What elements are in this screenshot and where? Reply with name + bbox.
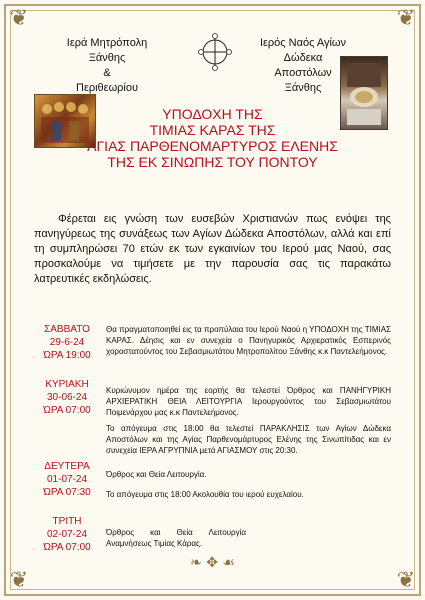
schedule-date-block <box>36 378 98 417</box>
header-line: Περιθεωρίου <box>76 82 138 94</box>
schedule-time: ΏΡΑ 19:00 <box>43 350 91 361</box>
schedule-date: 01-07-24 <box>46 474 88 485</box>
header-line: Ξάνθης <box>284 82 322 94</box>
poster-title <box>40 106 385 170</box>
schedule-day: ΔΕΥΤΕΡΑ <box>44 461 90 472</box>
metropolis-header <box>52 36 162 96</box>
schedule-date-block <box>36 460 98 499</box>
corner-ornament-icon: ❦ <box>396 6 416 31</box>
title-line: ΑΓΙΑΣ ΠΑΡΘΕΝΟΜΑΡΤΥΡΟΣ ΕΛΕΝΗΣ <box>87 138 338 154</box>
schedule-description: Όρθρος και Θεία Λειτουργία Αναμνήσεως Τιμίας Κάρας. <box>106 528 246 548</box>
schedule-date-block <box>36 515 98 554</box>
header-line: Ιερά Μητρόπολη <box>66 37 148 49</box>
schedule-description: Κυριώνυμον ημέρα της εορτής θα τελεστεί Όρθρος και ΠΑΝΗΓΥΡΙΚΗ ΑΡΧΙΕΡΑΤΙΚΗ ΘΕΙΑ ΛΕΙΤΟΥΡΓΙΑ Ιερουργούντος του Σεβασμιωτάτου Ποιμενάρχου μας κ.κ Παντελεήμονος. <box>106 386 391 417</box>
schedule-time: ΏΡΑ 07:30 <box>43 487 91 498</box>
schedule-day: ΚΥΡΙΑΚΗ <box>45 379 89 390</box>
corner-ornament-icon: ❦ <box>9 6 29 31</box>
header-line: Ιερός Ναός Αγίων <box>259 37 347 49</box>
schedule-date: 30-06-24 <box>46 392 88 403</box>
schedule-description: Θα πραγματοποιηθεί εις τα προπύλαια του Ιερού Ναού η ΥΠΟΔΟΧΗ της ΤΙΜΙΑΣ ΚΑΡΑΣ. Δέησις και εν συνεχεία ο Πανηγυρικός Αρχιερατικός Εσπερινός χοροστατούντος του Σεβασμιωτάτου Μητροπολίτου Ξάνθης κ.κ Παντελεήμονος. <box>106 325 391 356</box>
schedule-time: ΏΡΑ 07:00 <box>43 405 91 416</box>
header-line: Ξάνθης <box>88 52 126 64</box>
schedule-day: ΣΑΒΒΑΤΟ <box>44 324 90 335</box>
corner-ornament-icon: ❦ <box>9 568 29 593</box>
intro-text: Φέρεται εις γνώση των ευσεβών Χριστιανών πως ενόψει της πανηγύρεως της συνάξεως των Αγίων Δώδεκα Αποστόλων, αλλά και επί τη συμπληρώσει 70 ετών εκ των εγκαινίων του Ιερού μας Ναού, σας προσκαλούμε να τιμήσετε με την παρουσία σας τις παρακάτω λατρευτικές εκδηλώσεις. <box>34 213 391 285</box>
schedule-time: ΏΡΑ 07:00 <box>43 542 91 553</box>
title-line: ΥΠΟΔΟΧΗ ΤΗΣ <box>162 106 263 122</box>
schedule-date: 29-6-24 <box>49 337 85 348</box>
schedule-day: ΤΡΙΤΗ <box>52 516 82 527</box>
header-line: Αποστόλων <box>274 67 332 79</box>
corner-ornament-icon: ❦ <box>396 568 416 593</box>
monogram-icon <box>198 32 232 72</box>
schedule-description: Όρθρος και Θεία Λειτουργία. <box>106 470 207 479</box>
bottom-flourish-icon: ❧ ✥ ☙ <box>190 555 235 571</box>
schedule-date-block <box>36 323 98 362</box>
title-line: ΤΙΜΙΑΣ ΚΑΡΑΣ ΤΗΣ <box>149 122 276 138</box>
schedule-description: Το απόγευμα στις 18:00 Ακολουθία του ιερού ευχελαίου. <box>106 490 304 499</box>
header-line: & <box>103 67 111 79</box>
schedule-date: 02-07-24 <box>46 529 88 540</box>
schedule-description: Το απόγευμα στις 18:00 θα τελεστεί ΠΑΡΑΚΛΗΣΙΣ των Αγίων Δώδεκα Αποστόλων και της Αγίας Παρθενομάρτυρος Ελένης της Σινωπίτιδας και εν συνεχεία ΙΕΡΑ ΑΓΡΥΠΝΙΑ μετά ΑΓΙΑΣΜΟΥ στις 20:30. <box>106 424 391 455</box>
title-line: ΤΗΣ ΕΚ ΣΙΝΩΠΗΣ ΤΟΥ ΠΟΝΤΟΥ <box>107 154 318 170</box>
header-line: Δώδεκα <box>283 52 323 64</box>
intro-paragraph <box>34 212 391 287</box>
